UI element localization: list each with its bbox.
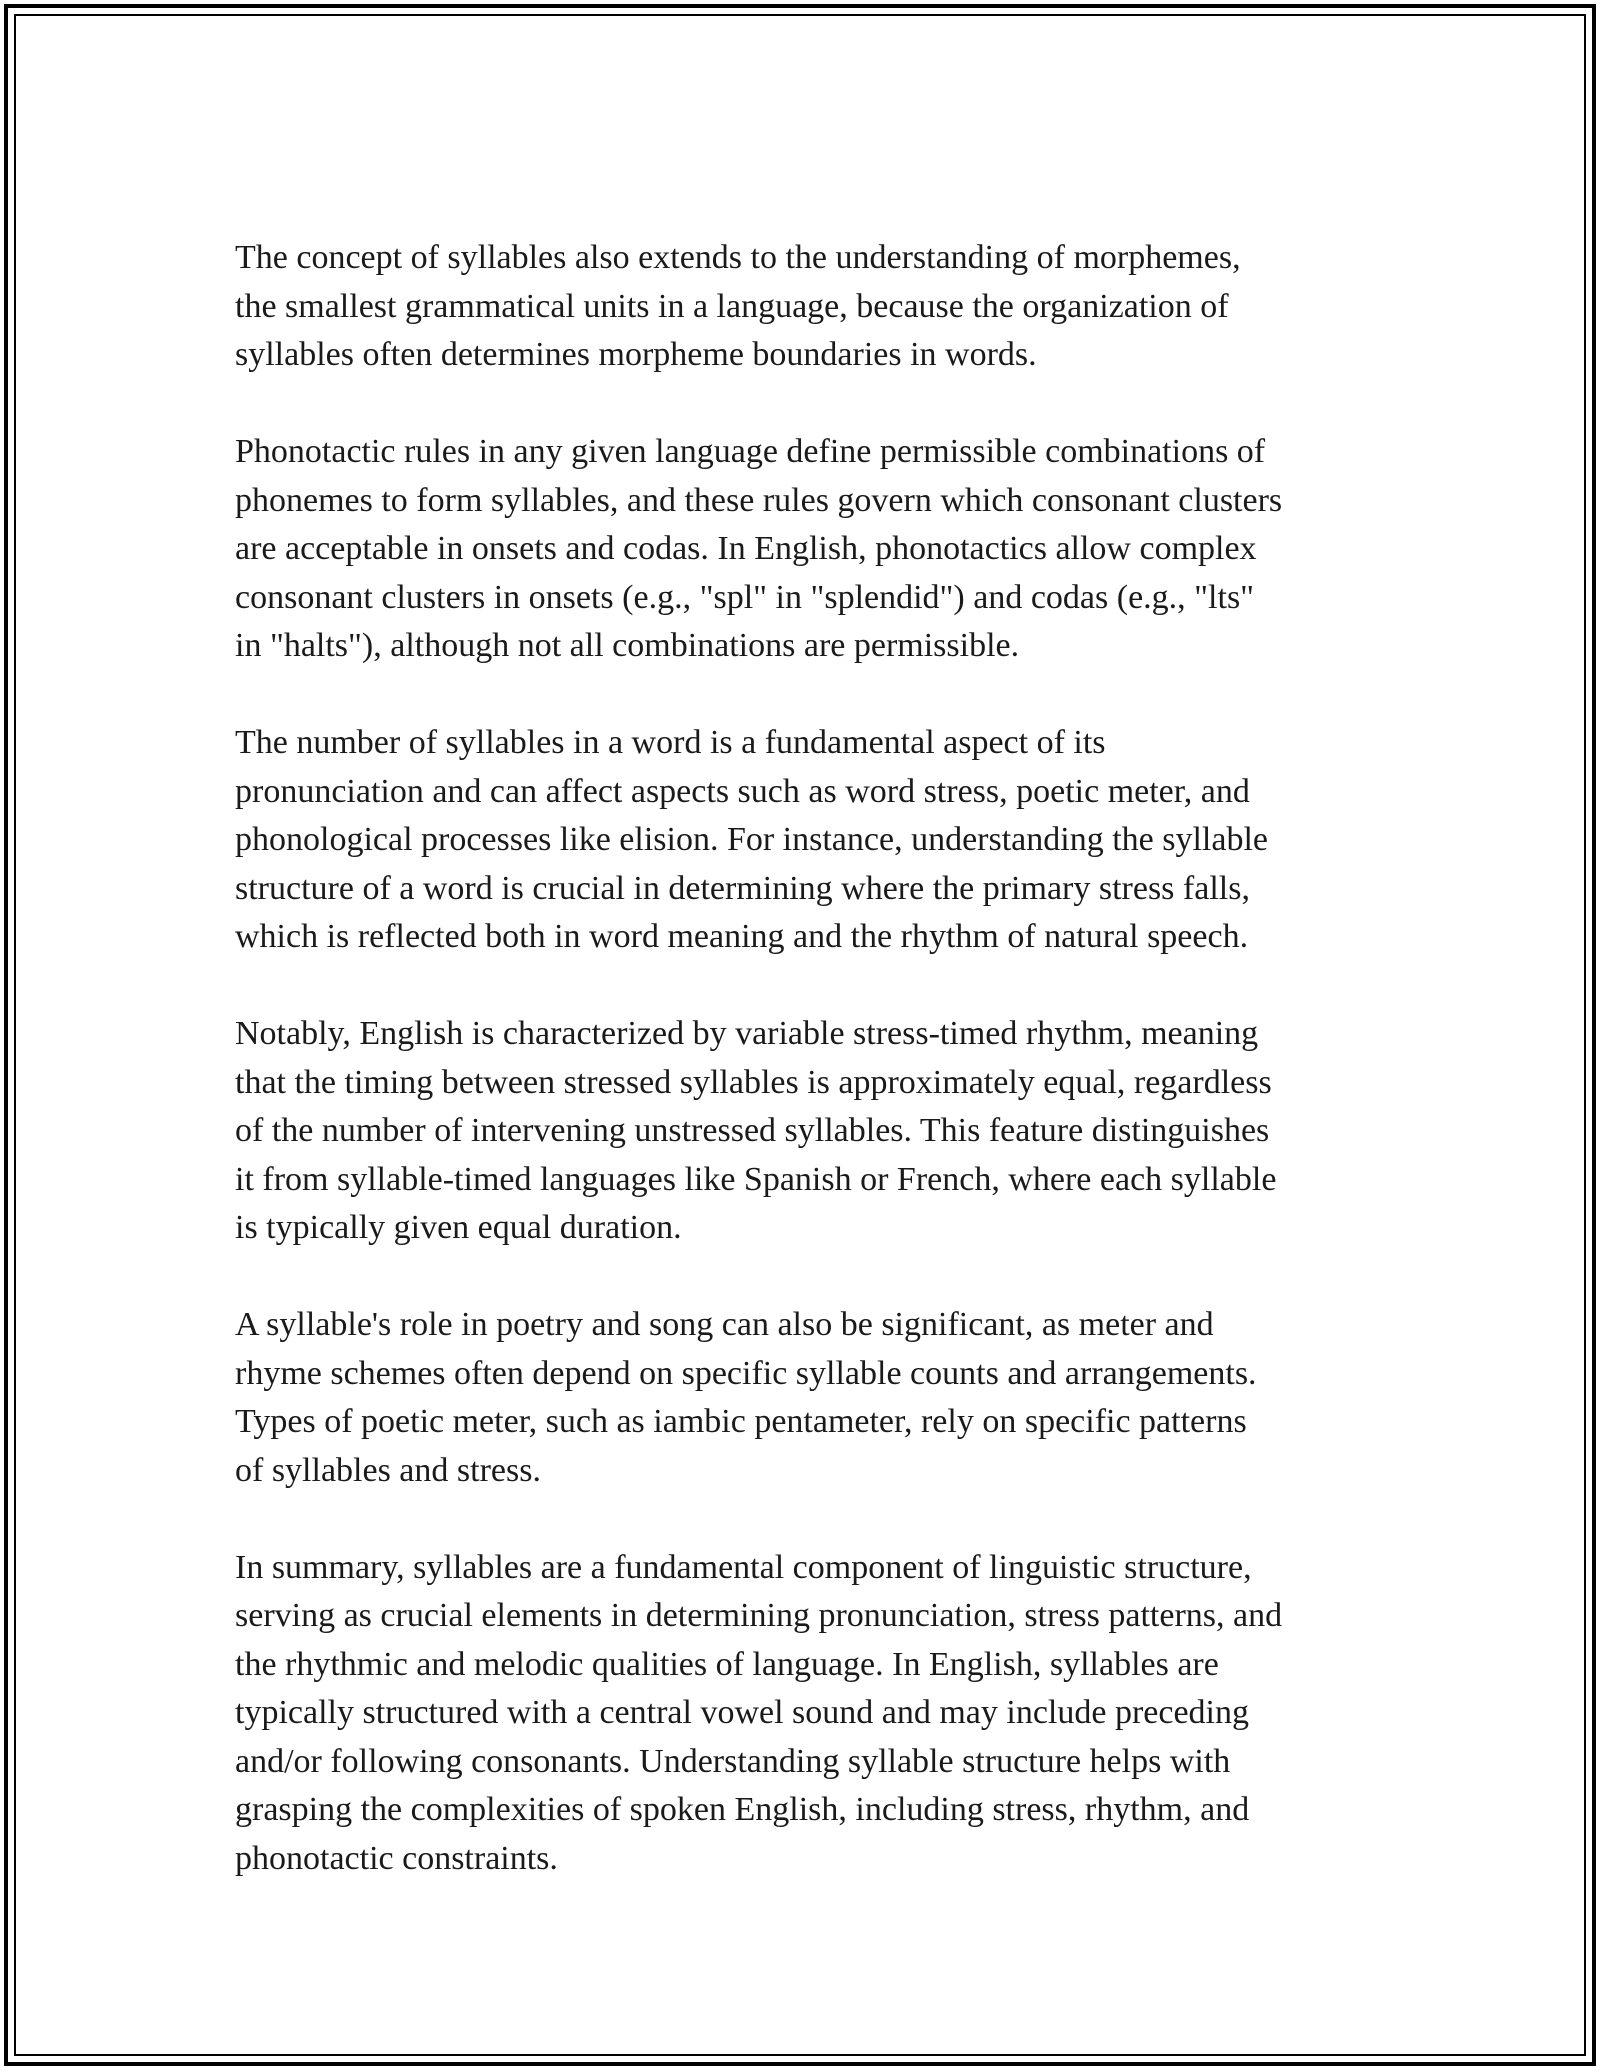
- document-body: [235, 234, 1385, 1883]
- paragraph-poetry-and-song: A syllable's role in poetry and song can also be significant, as meter and rhyme schemes often depend on specific syllable counts and arrangements. Types of poetic meter, such as iambic pentameter, rely on specific patterns of syllables and stress.: [235, 1306, 1257, 1489]
- paragraph-morphemes: The concept of syllables also extends to the understanding of morphemes, the smallest grammatical units in a language, because the organization of syllables often determines morpheme boundaries in words.: [235, 239, 1241, 373]
- paragraph-stress-timed-rhythm: Notably, English is characterized by variable stress-timed rhythm, meaning that the timing between stressed syllables is approximately equal, regardless of the number of intervening unstressed syllables. This feature distinguishes it from syllable-timed languages like Spanish or French, where each syllable is typically given equal duration.: [235, 1015, 1277, 1246]
- paragraph-syllable-count: The number of syllables in a word is a fundamental aspect of its pronunciation and can affect aspects such as word stress, poetic meter, and phonological processes like elision. For instance, understanding the syllable structure of a word is crucial in determining where the primary stress falls, which is reflected both in word meaning and the rhythm of natural speech.: [235, 724, 1268, 955]
- paragraph-phonotactics: Phonotactic rules in any given language define permissible combinations of phonemes to form syllables, and these rules govern which consonant clusters are acceptable in onsets and codas. In English, phonotactics allow complex consonant clusters in onsets (e.g., "spl" in "splendid") and codas (e.g., "lts" in "halts"), although not all combinations are permissible.: [235, 433, 1283, 664]
- paragraph-summary: In summary, syllables are a fundamental component of linguistic structure, serving as crucial elements in determining pronunciation, stress patterns, and the rhythmic and melodic qualities of language. In English, syllables are typically structured with a central vowel sound and may include preceding and/or following consonants. Understanding syllable structure helps with grasping the complexities of spoken English, including stress, rhythm, and phonotactic constraints.: [235, 1548, 1283, 1877]
